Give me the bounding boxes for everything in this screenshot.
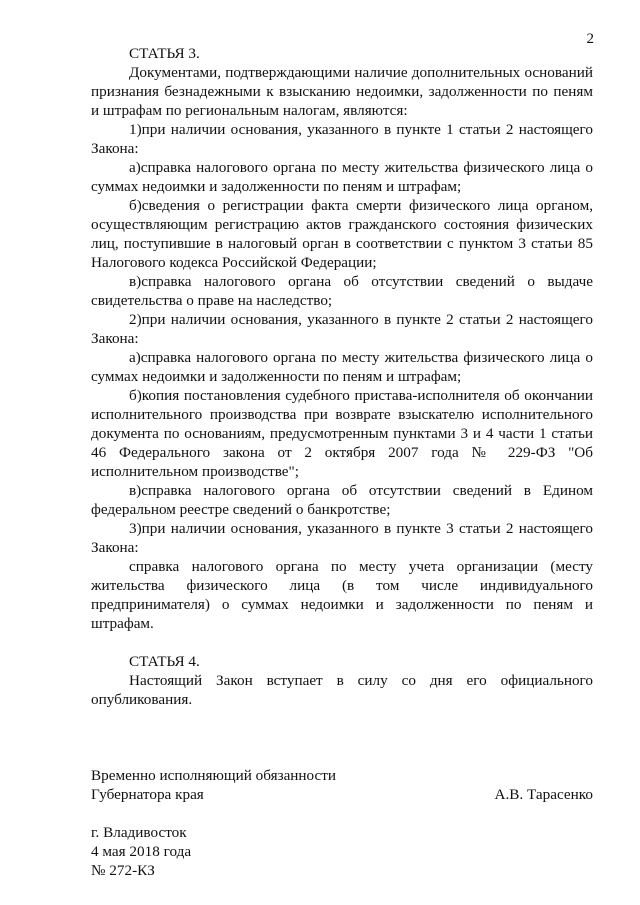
item-1c: в)справка налогового органа об отсутствии сведений о выдаче свидетельства о праве на наследство;: [91, 273, 593, 309]
item-3a: справка налогового органа по месту учета организации (месту жительства физического лица (в том числе индивидуального предпринимателя) о суммах недоимки и задолженности по пеням и штрафам.: [91, 558, 593, 632]
article-4-text: Настоящий Закон вступает в силу со дня его официального опубликования.: [91, 672, 593, 708]
signature-position-line1: Временно исполняющий обязанности: [91, 767, 337, 784]
item-1b: б)сведения о регистрации факта смерти физического лица органом, осуществляющим регистрацию актов гражданского состояния физических лиц, поступившие в налоговый орган в соответствии с пунктом 3 статьи 85 Налогового кодекса Российской Федерации;: [91, 197, 593, 271]
signature-position-line2: Губернатора края: [91, 786, 204, 803]
article-3-title: СТАТЬЯ 3.: [129, 45, 200, 62]
article-4-title: СТАТЬЯ 4.: [129, 653, 200, 670]
document-body: [91, 44, 593, 880]
item-2: 2)при наличии основания, указанного в пункте 2 статьи 2 настоящего Закона:: [91, 311, 593, 347]
item-3: 3)при наличии основания, указанного в пункте 3 статьи 2 настоящего Закона:: [91, 520, 593, 556]
law-number: № 272-КЗ: [91, 862, 155, 879]
item-2a: а)справка налогового органа по месту жительства физического лица о суммах недоимки и задолженности по пеням и штрафам;: [91, 349, 593, 385]
place-date-block: [91, 823, 593, 880]
page-number: 2: [586, 31, 594, 47]
article-3-intro: Документами, подтверждающими наличие дополнительных оснований признания безнадежными к взысканию недоимки, задолженности по пеням и штрафам по региональным налогам, являются:: [91, 64, 593, 119]
item-1a: а)справка налогового органа по месту жительства физического лица о суммах недоимки и задолженности по пеням и штрафам;: [91, 159, 593, 195]
item-2c: в)справка налогового органа об отсутствии сведений в Едином федеральном реестре сведений о банкротстве;: [91, 482, 593, 518]
item-2b: б)копия постановления судебного пристава-исполнителя об окончании исполнительного производства при возврате взыскателю исполнительного документа по основаниям, предусмотренным пунктами 3 и 4 части 1 статьи 46 Федерального закона от 2 октября 2007 года № 229-ФЗ "Об исполнительном производстве";: [91, 387, 593, 480]
item-1: 1)при наличии основания, указанного в пункте 1 статьи 2 настоящего Закона:: [91, 121, 593, 157]
signatory-name: А.В. Тарасенко: [494, 786, 593, 803]
city: г. Владивосток: [91, 824, 187, 841]
date: 4 мая 2018 года: [91, 843, 192, 860]
signature-block: [91, 766, 593, 804]
